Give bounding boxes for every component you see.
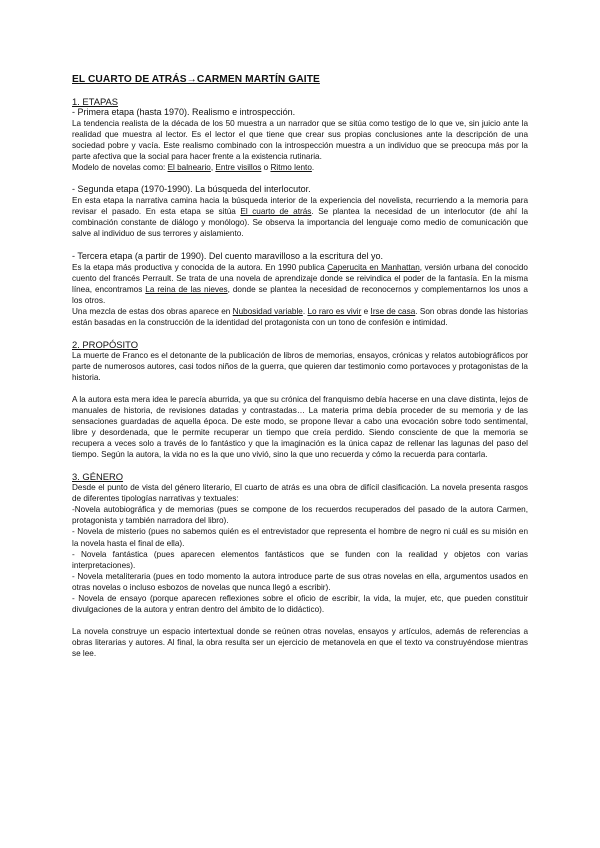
text-run: Es la etapa más productiva y conocida de la autora. En 1990 publica: [72, 262, 328, 272]
novel-title: Nubosidad variable: [232, 306, 303, 316]
proposito-paragraph-2: A la autora esta mera idea le parecía aburrida, ya que su crónica del franquismo debía hacerse en una clave distinta, lejos de manuales de historia, de revisiones datadas y contrastadas… La materia prima debía proceder de su memoria y de las sensaciones guardadas de aquella época. De este modo, se propone llevar a cabo una evocación sobre todo sentimental, libre y desordenada, que le permite recuperar un tiempo que creía perdido. Siendo consciente de que la memoria se recupera a veces solo a través de lo fantástico y que la imaginación es la única capaz de rellenar las lagunas del paso del tiempo. Según la autora, la vida no es la que uno vivió, sino la que uno recuerda y cómo la recuerda para contarla.: [72, 394, 528, 460]
text-run: . Son obras donde las historias están basadas en la construcción de la identidad del protagonista con un tono de confesión e intimidad.: [72, 306, 528, 327]
text-run: , donde se plantea la necesidad de reconocernos y complementarnos los unos a los otros.: [72, 284, 528, 305]
genre-item: - Novela de ensayo (porque aparecen reflexiones sobre el oficio de escribir, la vida, la mujer, etc, que pueden constituir divulgaciones de la autora y entran dentro del ámbito de lo didáctico).: [72, 593, 528, 614]
section-heading-genero: 3. GÉNERO: [72, 471, 124, 483]
document-page: [72, 74, 528, 659]
genre-item: -Novela autobiográfica y de memorias (pues se compone de los recuerdos recuperados del pasado de la autora Carmen, protagonista y también narradora del libro).: [72, 505, 528, 526]
proposito-paragraph-1: La muerte de Franco es el detonante de la publicación de libros de memorias, ensayos, crónicas y relatos autobiográficos por parte de numerosos autores, casi todos niños de la guerra, que quieren dar testimonio como portavoces y protagonistas de la historia.: [72, 350, 528, 382]
period: .: [311, 163, 315, 173]
genre-item: - Novela metaliteraria (pues en todo momento la autora introduce parte de sus otras novelas en ella, argumentos usados en otras novelas o incluso esbozos de novelas que nunca llegó a escribir).: [72, 571, 528, 592]
separator: o: [261, 163, 271, 173]
section-heading-proposito: 2. PROPÓSITO: [72, 338, 138, 350]
novel-title: El cuarto de atrás: [240, 207, 312, 217]
stage-3-body: [72, 262, 528, 306]
stage-2-body: [72, 195, 528, 239]
stage-2-heading: - Segunda etapa (1970-1990). La búsqueda del interlocutor.: [72, 184, 311, 195]
genre-item: - Novela de misterio (pues no sabemos quién es el entrevistador que representa el hombre de negro ni cuál es su misión en la novela hasta el final de ella).: [72, 527, 528, 548]
separator: .: [302, 306, 308, 316]
genero-closing: La novela construye un espacio intertextual donde se reúnen otras novelas, ensayos y artículos, además de referencias a obras literarias y autores. Al final, la obra resulta ser un ejercicio de metanovela en que el texto va construyéndose mientras se lee.: [72, 626, 528, 658]
separator: e: [361, 306, 371, 316]
novel-title: Entre visillos: [215, 163, 262, 173]
genero-intro: Desde el punto de vista del género literario, El cuarto de atrás es una obra de difícil clasificación. La novela presenta rasgos de diferentes tipologías narrativas y textuales:: [72, 483, 528, 504]
novel-title: Ritmo lento: [270, 163, 312, 173]
stage-1-heading: - Primera etapa (hasta 1970). Realismo e introspección.: [72, 107, 296, 117]
novel-title: Caperucita en Manhattan: [327, 262, 420, 272]
text-run: Una mezcla de estas dos obras aparece en: [72, 306, 233, 316]
novel-title: El balneario: [167, 163, 211, 173]
document-title: EL CUARTO DE ATRÁS→CARMEN MARTÍN GAITE: [72, 74, 320, 85]
section-heading-etapas: 1. ETAPAS: [72, 96, 119, 107]
novel-title: La reina de las nieves: [145, 284, 228, 294]
stage-3-heading: - Tercera etapa (a partir de 1990). Del cuento maravilloso a la escritura del yo.: [72, 250, 383, 261]
novel-title: Irse de casa: [370, 306, 416, 316]
novel-title: Lo raro es vivir: [307, 306, 362, 316]
separator: ,: [210, 163, 216, 173]
text-run: En esta etapa la narrativa camina hacia la búsqueda interior de la experiencia del novelista, recurriendo a la memoria para revisar el pasado. En esta etapa se sitúa: [72, 196, 528, 217]
text-run: , versión urbana del conocido cuento del francés Perrault. Se trata de una novela de aprendizaje donde se reivindica el poder de la fantasía. En la misma línea, encontramos: [72, 262, 528, 294]
stage-3-mix: [72, 306, 528, 328]
genre-item: - Novela fantástica (pues aparecen elementos fantásticos que se funden con la realidad y objetos con varias interpretaciones).: [72, 549, 528, 570]
stage-1-body: La tendencia realista de la década de los 50 muestra a un narrador que se sitúa como testigo de lo que ve, sin juicio ante la realidad que muestra al lector. Es el lector el que tiene que crear sus propias conclusiones ante la descripción de una sociedad pobre y vacía. Este realismo combinado con la introspección muestra a un individuo que se preocupa más por la parte afectiva que la social para hacer frente a la existencia rutinaria.: [72, 119, 528, 162]
stage-1-models: [72, 162, 528, 173]
text-run: . Se plantea la necesidad de un interlocutor (de ahí la combinación constante de diálogo y monólogo). Se observa la importancia del lenguaje como medio de comunicación que salve al individuo de sus terrores y aislamiento.: [72, 207, 528, 239]
models-prefix: Modelo de novelas como:: [72, 163, 168, 173]
